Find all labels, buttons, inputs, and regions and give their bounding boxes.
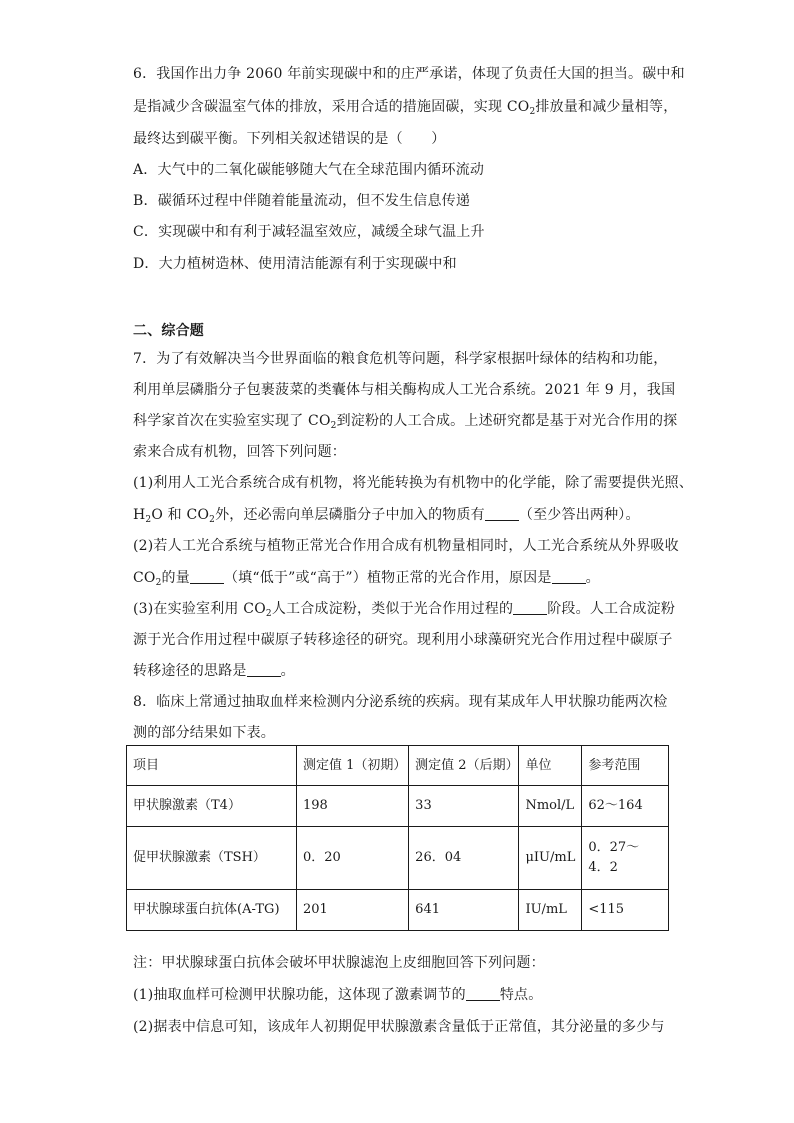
- q8-part1: [133, 985, 542, 1005]
- q7-text: (2)若人工光合系统与植物正常光合作用合成有机物量相同时，人工光合系统从外界吸收: [133, 538, 679, 554]
- q7-part2-line-1: [133, 536, 679, 556]
- table-cell: Nmol/L: [519, 786, 582, 827]
- q7-part1-line-2: [133, 505, 640, 525]
- q7-stem-line-1: [133, 349, 668, 369]
- range-line: 0．27～: [588, 840, 640, 855]
- q7-text: H: [133, 507, 146, 523]
- q7-text: (1)利用人工光合系统合成有机物，将光能转换为有机物中的化学能，除了需要提供光照、: [133, 475, 694, 491]
- q8-text: 测的部分结果如下表。: [133, 725, 275, 741]
- table-cell: 33: [409, 786, 519, 827]
- q7-part3-line-2: [133, 630, 673, 650]
- q6-option-a[interactable]: [133, 160, 484, 180]
- option-label: C．实现碳中和有利于减轻温室效应，减缓全球气温上升: [133, 224, 485, 240]
- table-header-cell: 测定值 1（初期）: [296, 746, 408, 786]
- q8-text: (2)据表中信息可知，该成年人初期促甲状腺激素含量低于正常值，其分泌量的多少与: [133, 1019, 665, 1035]
- subscript: 2: [330, 421, 337, 431]
- q7-text: 外，还必需向单层磷脂分子中加入的物质有: [215, 507, 485, 523]
- table-cell: 0．20: [296, 827, 408, 890]
- subscript: 2: [155, 578, 162, 588]
- q8-text: 注：甲状腺球蛋白抗体会破坏甲状腺滤泡上皮细胞回答下列问题：: [133, 955, 545, 971]
- q8-text: (1)抽取血样可检测甲状腺功能，这体现了激素调节的: [133, 987, 466, 1003]
- table-header-cell: 参考范围: [582, 746, 669, 786]
- q7-text: （填“低于”或“高于”）植物正常的光合作用，原因是: [223, 570, 552, 586]
- q7-stem-line-2: [133, 380, 675, 400]
- q7-part1-line-1: [133, 473, 693, 493]
- q7-text: 转移途径的思路是: [133, 663, 247, 679]
- section-heading: [133, 321, 204, 341]
- q7-text: O 和 CO: [151, 507, 210, 523]
- option-label: D．大力植树造林、使用清洁能源有利于实现碳中和: [133, 256, 457, 272]
- q7-text: 到淀粉的人工合成。上述研究都是基于对光合作用的探: [336, 413, 678, 429]
- q7-text: 7．为了有效解决当今世界面临的粮食危机等问题，科学家根据叶绿体的结构和功能，: [133, 351, 668, 367]
- q8-stem-line-2: [133, 723, 275, 743]
- table-cell: μIU/mL: [519, 827, 582, 890]
- q7-text: 利用单层磷脂分子包裹菠菜的类囊体与相关酶构成人工光合系统。2021 年 9 月，我国: [133, 382, 676, 398]
- table-cell: 641: [409, 890, 519, 931]
- q6-option-b[interactable]: [133, 191, 470, 211]
- table-cell: 201: [296, 890, 408, 931]
- table-cell: 62～164: [582, 786, 669, 827]
- q7-text: （至少答出两种）。: [518, 507, 640, 523]
- table-row: [127, 890, 669, 931]
- q8-stem-line-1: [133, 692, 668, 712]
- q8-text: 特点。: [499, 987, 543, 1003]
- q7-text: CO: [133, 570, 156, 586]
- table-row: [127, 827, 669, 890]
- q6-text: 是指减少含碳温室气体的排放，采用合适的措施固碳，实现 CO: [133, 99, 530, 115]
- subscript: 2: [145, 515, 152, 525]
- option-label: B．碳循环过程中伴随着能量流动，但不发生信息传递: [133, 193, 471, 209]
- q8-note: [133, 953, 545, 973]
- subscript: 2: [209, 515, 216, 525]
- range-line: 4．2: [588, 860, 618, 875]
- q6-stem-line-3: [133, 129, 445, 149]
- q7-text: 。: [585, 570, 600, 586]
- table-header-cell: 项目: [127, 746, 297, 786]
- table-header-row: [127, 746, 669, 786]
- section-title: 二、综合题: [133, 323, 204, 339]
- q7-stem-line-3: [133, 411, 677, 431]
- q6-option-d[interactable]: [133, 254, 457, 274]
- thyroid-results-table: [126, 745, 669, 931]
- option-label: A．大气中的二氧化碳能够随大气在全球范围内循环流动: [133, 162, 485, 178]
- q7-text: 科学家首次在实验室实现了 CO: [133, 413, 331, 429]
- q6-text: 6．我国作出力争 2060 年前实现碳中和的庄严承诺，体现了负责任大国的担当。碳中和: [133, 66, 685, 82]
- q8-text: 8．临床上常通过抽取血样来检测内分泌系统的疾病。现有某成年人甲状腺功能两次检: [133, 694, 668, 710]
- table-row: [127, 786, 669, 827]
- q7-text: 。: [280, 663, 295, 679]
- q7-text: 的量: [161, 570, 190, 586]
- subscript: 2: [529, 107, 536, 117]
- answer-blank[interactable]: [466, 986, 500, 1001]
- q7-text: 源于光合作用过程中碳原子转移途径的研究。现利用小球藻研究光合作用过程中碳原子: [133, 632, 673, 648]
- q6-text: 排放量和减少量相等，: [535, 99, 678, 115]
- table-cell: 198: [296, 786, 408, 827]
- q7-text: (3)在实验室利用 CO: [133, 601, 266, 617]
- q7-part2-line-2: [133, 568, 600, 588]
- table-cell: 甲状腺激素（T4）: [127, 786, 297, 827]
- q7-part3-line-1: [133, 599, 675, 619]
- answer-blank[interactable]: [190, 569, 224, 584]
- table-cell: IU/mL: [519, 890, 582, 931]
- answer-blank[interactable]: [485, 506, 519, 521]
- table-header-cell: 单位: [519, 746, 582, 786]
- q7-text: 阶段。人工合成淀粉: [547, 601, 676, 617]
- q7-text: 索来合成有机物，回答下列问题：: [133, 444, 346, 460]
- q7-text: 人工合成淀粉，类似于光合作用过程的: [271, 601, 514, 617]
- table-cell: 26．04: [409, 827, 519, 890]
- answer-blank[interactable]: [247, 662, 281, 677]
- answer-blank[interactable]: [513, 600, 547, 615]
- table-cell: [582, 827, 669, 890]
- table-cell: 促甲状腺激素（TSH）: [127, 827, 297, 890]
- table-cell: <115: [582, 890, 669, 931]
- q7-part3-line-3: [133, 661, 295, 681]
- table-header-cell: 测定值 2（后期）: [409, 746, 519, 786]
- q8-part2: [133, 1017, 665, 1037]
- table-cell: 甲状腺球蛋白抗体(A-TG): [127, 890, 297, 931]
- q7-stem-line-4: [133, 442, 346, 462]
- q6-option-c[interactable]: [133, 222, 485, 242]
- q6-text: 最终达到碳平衡。下列相关叙述错误的是（ ）: [133, 131, 446, 147]
- subscript: 2: [265, 609, 272, 619]
- answer-blank[interactable]: [552, 569, 586, 584]
- q6-stem-line-1: [133, 64, 685, 84]
- q6-stem-line-2: [133, 97, 677, 117]
